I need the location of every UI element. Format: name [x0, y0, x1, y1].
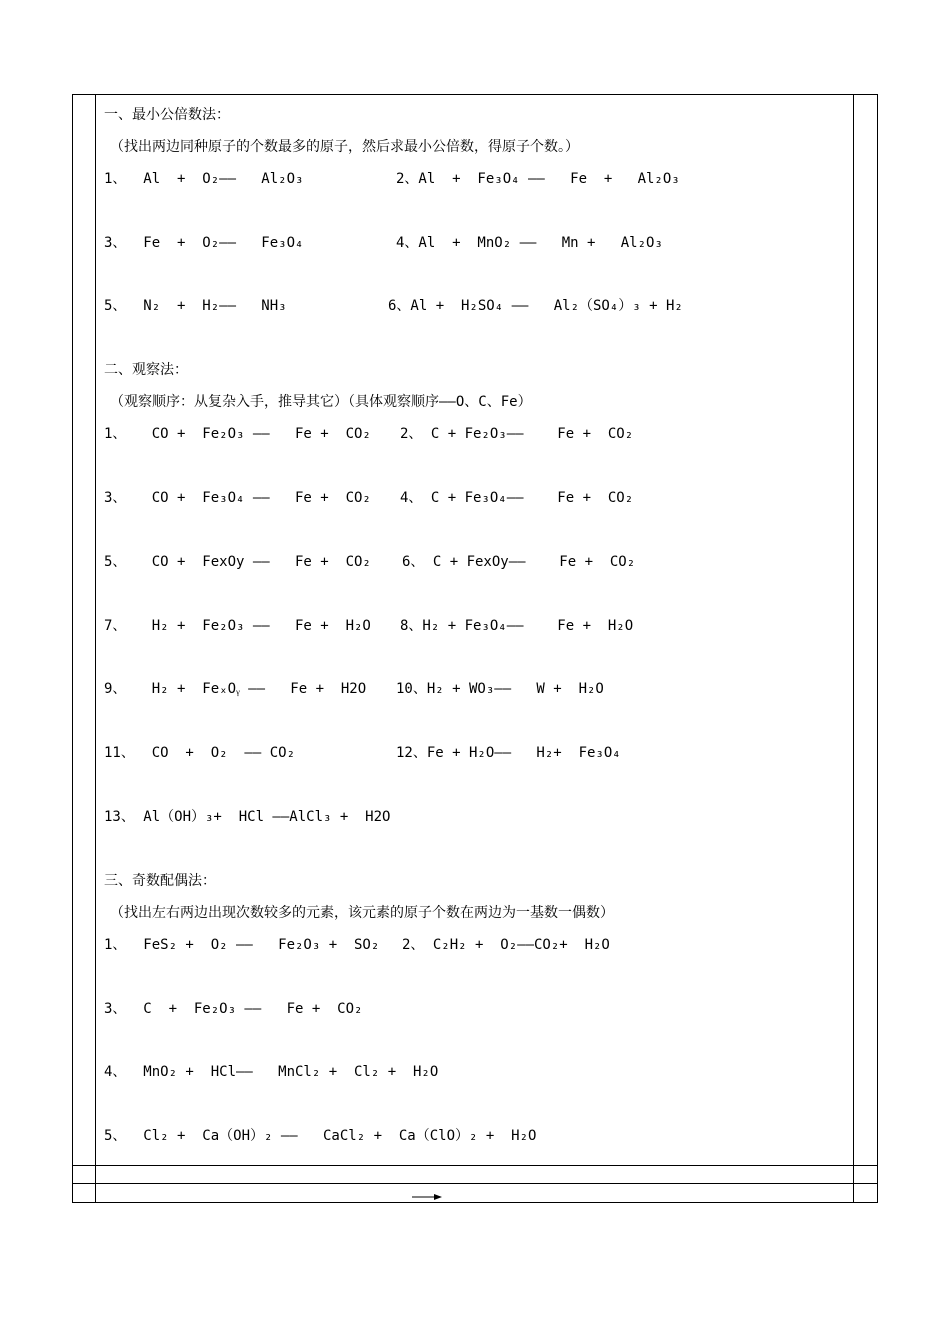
equation: 8、H₂ + Fe₃O₄—— Fe + H₂O [400, 618, 634, 634]
equation: 10、H₂ + WO₃—— W + H₂O [396, 681, 604, 697]
table-right-column-border [853, 94, 854, 1203]
worksheet-table [72, 94, 878, 1203]
section-note: （找出两边同种原子的个数最多的原子，然后求最小公倍数，得原子个数。） [110, 139, 579, 155]
equation: 4、 C + Fe₃O₄—— Fe + CO₂ [400, 490, 634, 506]
equation: 5、 N₂ + H₂—— NH₃ [104, 298, 287, 314]
equation: 5、 CO + FexOy —— Fe + CO₂ [104, 554, 371, 570]
equation: 3、 Fe + O₂—— Fe₃O₄ [104, 235, 304, 251]
equation: 4、 MnO₂ + HCl—— MnCl₂ + Cl₂ + H₂O [104, 1064, 439, 1080]
section-heading: 二、观察法： [104, 362, 188, 378]
equation: 2、 C₂H₂ + O₂——CO₂+ H₂O [402, 937, 610, 953]
equation: 4、Al + MnO₂ —— Mn + Al₂O₃ [396, 235, 663, 251]
section-note: （观察顺序：从复杂入手，推导其它）（具体观察顺序——O、C、Fe） [110, 394, 532, 410]
equation: 5、 Cl₂ + Ca（OH）₂ —— CaCl₂ + Ca（ClO）₂ + H₂O [104, 1128, 537, 1144]
section-heading: 一、最小公倍数法： [104, 107, 230, 123]
equation: 6、 C + FexOy—— Fe + CO₂ [402, 554, 636, 570]
equation: 3、 C + Fe₂O₃ —— Fe + CO₂ [104, 1001, 363, 1017]
equation: 11、 CO + O₂ —— CO₂ [104, 745, 296, 761]
equation: 2、 C + Fe₂O₃—— Fe + CO₂ [400, 426, 634, 442]
equation: 1、 Al + O₂—— Al₂O₃ [104, 171, 304, 187]
equation: 7、 H₂ + Fe₂O₃ —— Fe + H₂O [104, 618, 371, 634]
equation: 2、Al + Fe₃O₄ —— Fe + Al₂O₃ [396, 171, 680, 187]
equation: 6、Al + H₂SO₄ —— Al₂（SO₄）₃ + H₂ [388, 298, 683, 314]
equation: 1、 FeS₂ + O₂ —— Fe₂O₃ + SO₂ [104, 937, 380, 953]
table-row-divider [72, 1165, 878, 1166]
equation: 13、 Al（OH）₃+ HCl ——AlCl₃ + H2O [104, 809, 391, 825]
equation: 1、 CO + Fe₂O₃ —— Fe + CO₂ [104, 426, 371, 442]
equation: 9、 H₂ + FeₓOᵧ —— Fe + H2O [104, 681, 367, 697]
equation: 12、Fe + H₂O—— H₂+ Fe₃O₄ [396, 745, 621, 761]
table-left-column-border [95, 94, 96, 1203]
arrow-icon [412, 1193, 442, 1201]
section-note: （找出左右两边出现次数较多的元素，该元素的原子个数在两边为一基数一偶数） [110, 905, 614, 921]
table-row-divider [72, 1183, 878, 1184]
section-heading: 三、奇数配偶法： [104, 873, 216, 889]
equation: 3、 CO + Fe₃O₄ —— Fe + CO₂ [104, 490, 371, 506]
